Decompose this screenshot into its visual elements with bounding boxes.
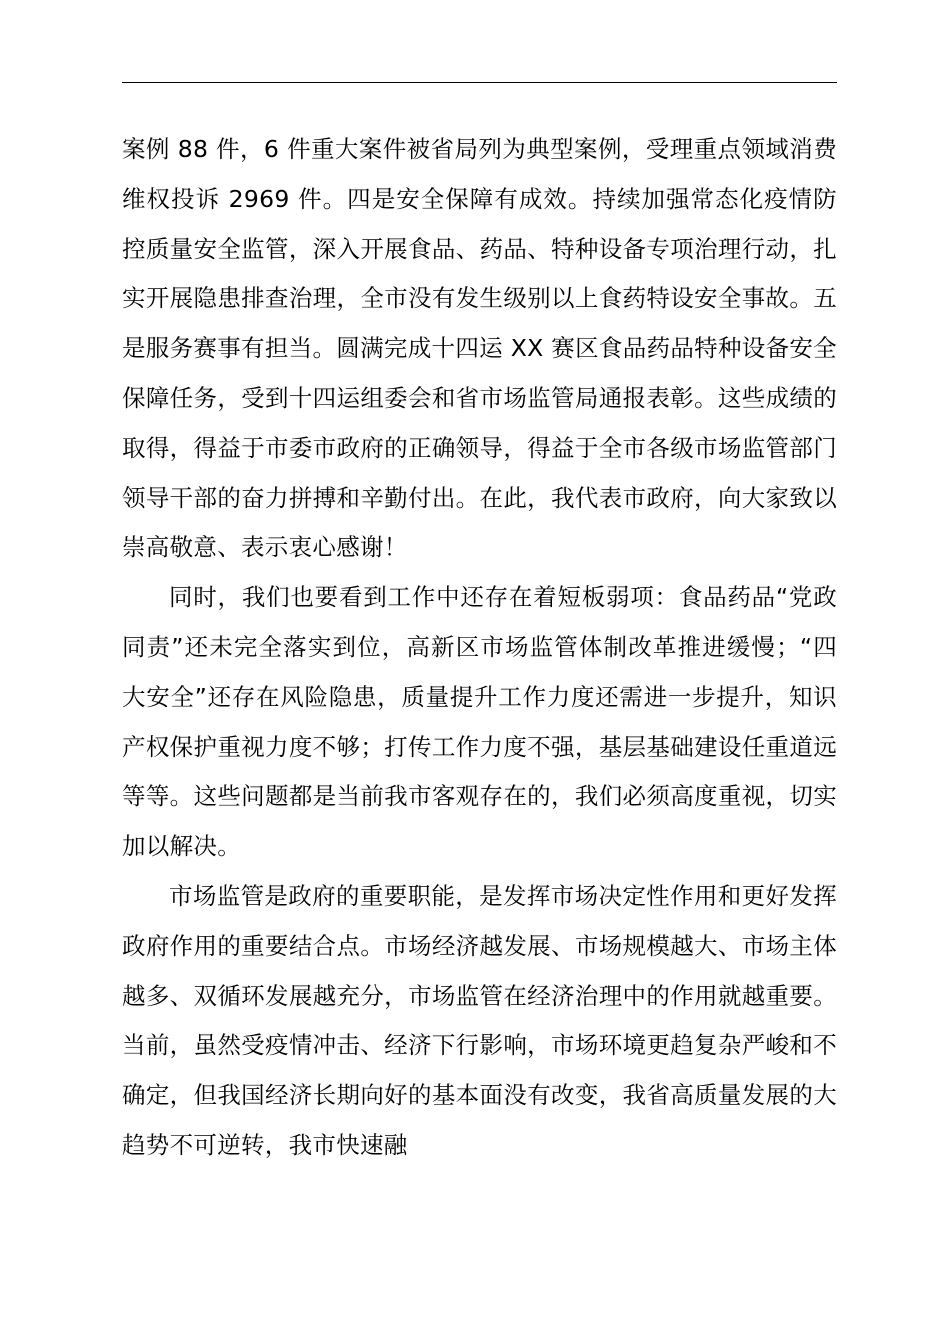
header-rule (122, 82, 837, 83)
paragraph-2: 同时，我们也要看到工作中还存在着短板弱项：食品药品“党政同责”还未完全落实到位，高新区市场监管体制改革推进缓慢；“四大安全”还存在风险隐患，质量提升工作力度还需进一步提升，知识产权保护重视力度不够；打传工作力度不强，基层基础建设任重道远等等。这些问题都是当前我市客观存在的，我们必须高度重视，切实加以解决。 (122, 583, 837, 861)
paragraph-1: 案例 88 件，6 件重大案件被省局列为典型案例，受理重点领域消费维权投诉 2969 件。四是安全保障有成效。持续加强常态化疫情防控质量安全监管，深入开展食品、药品、特种设备专项治理行动，扎实开展隐患排查治理，全市没有发生级别以上食药特设安全事故。五是服务赛事有担当。圆满完成十四运 XX 赛区食品药品特种设备安全保障任务，受到十四运组委会和省市场监管局通报表彰。这些成绩的取得，得益于市委市政府的正确领导，得益于全市各级市场监管部门领导干部的奋力拼搏和辛勤付出。在此，我代表市政府，向大家致以崇高敬意、表示衷心感谢！ (122, 135, 837, 562)
paragraph-3: 市场监管是政府的重要职能，是发挥市场决定性作用和更好发挥政府作用的重要结合点。市场经济越发展、市场规模越大、市场主体越多、双循环发展越充分，市场监管在经济治理中的作用就越重要。当前，虽然受疫情冲击、经济下行影响，市场环境更趋复杂严峻和不确定，但我国经济长期向好的基本面没有改变，我省高质量发展的大趋势不可逆转，我市快速融 (122, 881, 837, 1159)
document-body (122, 125, 837, 1171)
